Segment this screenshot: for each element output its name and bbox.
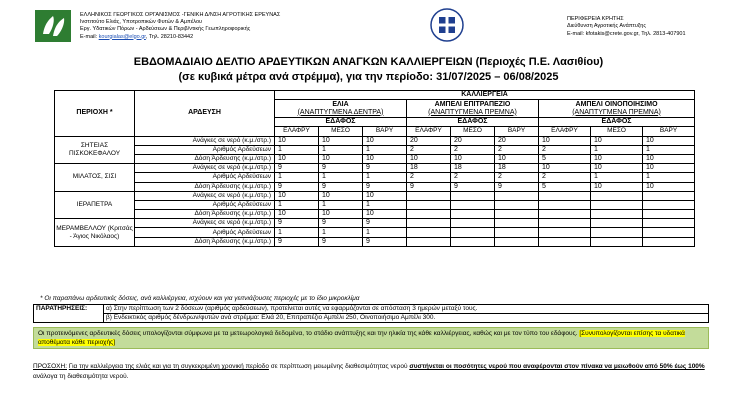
value-cell: 9 bbox=[319, 219, 363, 228]
soil-label: ΕΔΑΦΟΣ bbox=[539, 118, 695, 127]
value-cell: 9 bbox=[407, 182, 451, 191]
row-label: Ανάγκες σε νερό (κ.μ./στρ.) bbox=[135, 136, 275, 145]
caution-label: ΠΡΟΣΟΧΗ: bbox=[33, 363, 67, 370]
caution-tail: ανάλογα τη διαθεσιμότητα νερού. bbox=[33, 372, 129, 380]
value-cell: 2 bbox=[495, 145, 539, 154]
value-cell: 10 bbox=[407, 154, 451, 163]
crop-header bbox=[275, 100, 407, 118]
value-cell: 10 bbox=[275, 154, 319, 163]
value-cell bbox=[539, 191, 591, 200]
soil-type: ΒΑΡΥ bbox=[495, 127, 539, 136]
value-cell: 1 bbox=[643, 173, 695, 182]
table-row bbox=[55, 191, 695, 200]
value-cell: 10 bbox=[275, 210, 319, 219]
row-label: Αριθμός Αρδεύσεων bbox=[135, 200, 275, 209]
value-cell: 10 bbox=[363, 191, 407, 200]
caution-text: σε περίπτωση μειωμένης διαθεσιμότητας νερού bbox=[268, 363, 410, 370]
row-label: Δόση Άρδευσης (κ.μ./στρ.) bbox=[135, 154, 275, 163]
value-cell bbox=[539, 228, 591, 237]
info-box bbox=[33, 327, 709, 349]
value-cell: 9 bbox=[363, 219, 407, 228]
value-cell: 10 bbox=[451, 154, 495, 163]
value-cell: 9 bbox=[363, 237, 407, 246]
info-highlight: [Συνυπολογίζονται επίσης τα υδατικά αποθέματα κάθε περιοχής] bbox=[38, 330, 685, 346]
value-cell bbox=[451, 210, 495, 219]
crop-name: ΑΜΠΕΛΙ ΟΙΝΟΠΟΙΗΣΙΜΟ bbox=[575, 100, 658, 108]
value-cell: 10 bbox=[591, 154, 643, 163]
value-cell: 9 bbox=[319, 237, 363, 246]
row-label: Δόση Άρδευσης (κ.μ./στρ.) bbox=[135, 237, 275, 246]
soil-type: ΜΕΣΟ bbox=[451, 127, 495, 136]
value-cell: 10 bbox=[275, 191, 319, 200]
table-row bbox=[55, 145, 695, 154]
value-cell bbox=[591, 200, 643, 209]
value-cell: 9 bbox=[319, 182, 363, 191]
value-cell: 10 bbox=[275, 136, 319, 145]
table-row bbox=[55, 200, 695, 209]
value-cell bbox=[451, 219, 495, 228]
value-cell bbox=[451, 237, 495, 246]
value-cell: 2 bbox=[451, 145, 495, 154]
crop-subtitle: (ΑΝΑΠΤΥΓΜΕΝΑ ΔΕΝΤΡΑ) bbox=[297, 108, 384, 116]
value-cell: 10 bbox=[539, 164, 591, 173]
soil-type: ΜΕΣΟ bbox=[319, 127, 363, 136]
table-row bbox=[55, 173, 695, 182]
value-cell bbox=[643, 219, 695, 228]
table-row bbox=[55, 219, 695, 228]
left-org-line: ΕΛΛΗΝΙΚΟΣ ΓΕΩΡΓΙΚΟΣ ΟΡΓΑΝΙΣΜΟΣ -ΓΕΝΙΚΗ Δ/ΝΣΗ ΑΓΡΟΤΙΚΗΣ ΕΡΕΥΝΑΣ bbox=[80, 12, 281, 18]
value-cell bbox=[539, 210, 591, 219]
area-column-header: ΠΕΡΙΟΧΗ * bbox=[55, 91, 135, 137]
table-row bbox=[55, 136, 695, 145]
document-header bbox=[0, 6, 737, 50]
crop-name: ΑΜΠΕΛΙ ΕΠΙΤΡΑΠΕΖΙΟ bbox=[434, 100, 511, 108]
table-row bbox=[55, 164, 695, 173]
value-cell: 10 bbox=[495, 154, 539, 163]
value-cell: 18 bbox=[495, 164, 539, 173]
info-text: Οι προτεινόμενες αρδευτικές δόσεις υπολογίζονται σύμφωνα με τα μετεωρολογικά δεδομένα, το στάδιο ανάπτυξης και την ηλικία της κάθε καλλιέργειας, καθώς και με τον τύπο του εδάφους. bbox=[38, 330, 578, 337]
soil-type: ΕΛΑΦΡΥ bbox=[275, 127, 319, 136]
area-name: ΜΙΛΑΤΟΣ, ΣΙΣΙ bbox=[55, 164, 135, 192]
value-cell bbox=[643, 191, 695, 200]
value-cell bbox=[643, 237, 695, 246]
value-cell bbox=[407, 237, 451, 246]
value-cell: 20 bbox=[451, 136, 495, 145]
row-label: Δόση Άρδευσης (κ.μ./στρ.) bbox=[135, 210, 275, 219]
value-cell: 10 bbox=[319, 154, 363, 163]
value-cell: 9 bbox=[275, 237, 319, 246]
crop-subtitle: (ΑΝΑΠΤΥΓΜΕΝΑ ΠΡΕΜΝΑ) bbox=[572, 108, 661, 116]
value-cell bbox=[407, 191, 451, 200]
row-label: Αριθμός Αρδεύσεων bbox=[135, 173, 275, 182]
irrigation-table bbox=[54, 90, 695, 247]
table-row bbox=[55, 182, 695, 191]
value-cell bbox=[407, 200, 451, 209]
value-cell bbox=[495, 228, 539, 237]
soil-label: ΕΔΑΦΟΣ bbox=[407, 118, 539, 127]
value-cell bbox=[495, 219, 539, 228]
value-cell: 9 bbox=[319, 164, 363, 173]
value-cell: 1 bbox=[363, 200, 407, 209]
value-cell: 9 bbox=[451, 182, 495, 191]
value-cell: 10 bbox=[319, 210, 363, 219]
left-organization-block bbox=[80, 12, 280, 41]
value-cell: 1 bbox=[363, 173, 407, 182]
value-cell: 10 bbox=[591, 164, 643, 173]
left-org-line: Ινστιτούτο Ελιάς, Υποτροπικών Φυτών & Αμπέλου bbox=[80, 19, 203, 26]
value-cell: 1 bbox=[363, 145, 407, 154]
value-cell bbox=[495, 237, 539, 246]
area-name: ΣΗΤΕΙΑΣ ΠΙΣΚΟΚΕΦΑΛΟΥ bbox=[55, 136, 135, 164]
table-row bbox=[55, 154, 695, 163]
title-line: ΕΒΔΟΜΑΔΙΑΙΟ ΔΕΛΤΙΟ ΑΡΔΕΥΤΙΚΩΝ ΑΝΑΓΚΩΝ ΚΑΛΛΙΕΡΓΕΙΩΝ (Περιοχές Π.Ε. Λασιθίου) bbox=[133, 56, 604, 68]
value-cell: 9 bbox=[363, 182, 407, 191]
table-row bbox=[55, 210, 695, 219]
value-cell: 5 bbox=[539, 182, 591, 191]
table-row bbox=[55, 237, 695, 246]
value-cell: 10 bbox=[319, 136, 363, 145]
value-cell: 10 bbox=[643, 136, 695, 145]
value-cell: 1 bbox=[275, 228, 319, 237]
value-cell bbox=[591, 228, 643, 237]
value-cell bbox=[451, 228, 495, 237]
region-crete-emblem bbox=[430, 8, 464, 42]
left-phone: , Τηλ. 28210-83442 bbox=[145, 33, 194, 40]
crops-header: ΚΑΛΛΙΕΡΓΕΙΑ bbox=[275, 91, 695, 100]
footnote-star: * Οι παραπάνω αρδευτικές δόσεις, ανά καλλιέργεια, ισχύουν και για γειτνιάζουσες περιοχές με το ίδιο μικροκλίμα bbox=[40, 295, 360, 302]
elgo-logo bbox=[35, 10, 71, 42]
left-contact-line bbox=[80, 34, 280, 41]
remarks-label-spacer bbox=[34, 314, 104, 323]
value-cell: 20 bbox=[407, 136, 451, 145]
value-cell: 9 bbox=[275, 164, 319, 173]
value-cell: 9 bbox=[363, 164, 407, 173]
crop-header bbox=[407, 100, 539, 118]
table-header-row bbox=[55, 91, 695, 100]
value-cell: 9 bbox=[495, 182, 539, 191]
value-cell: 1 bbox=[319, 228, 363, 237]
value-cell: 10 bbox=[319, 191, 363, 200]
value-cell: 10 bbox=[643, 164, 695, 173]
value-cell: 1 bbox=[363, 228, 407, 237]
value-cell: 1 bbox=[319, 200, 363, 209]
value-cell: 10 bbox=[643, 182, 695, 191]
left-email-link[interactable]: kourgialas@elgo.gr bbox=[98, 33, 146, 40]
value-cell: 20 bbox=[495, 136, 539, 145]
left-org-line: Εργ. Υδατικών Πόρων - Αρδεύσεων & Περιβ/ντικής Γεωπληροφορικής bbox=[80, 26, 251, 33]
soil-type: ΕΛΑΦΡΥ bbox=[407, 127, 451, 136]
value-cell bbox=[591, 237, 643, 246]
area-name: ΜΕΡΑΜΒΕΛΛΟΥ (Κριτσάς - Άγιος Νικόλαος) bbox=[55, 219, 135, 247]
value-cell: 2 bbox=[407, 173, 451, 182]
document-title bbox=[0, 55, 737, 85]
caution-strong: συστήνεται οι ποσότητες νερού που αναφέρονται στον πίνακα να μειωθούν από 50% έως 100% bbox=[409, 363, 705, 370]
crop-subtitle: (ΑΝΑΠΤΥΓΜΕΝΑ ΠΡΕΜΝΑ) bbox=[428, 108, 517, 116]
value-cell bbox=[591, 219, 643, 228]
value-cell bbox=[407, 210, 451, 219]
value-cell bbox=[495, 200, 539, 209]
value-cell bbox=[407, 219, 451, 228]
caution-note bbox=[33, 362, 723, 381]
area-name: ΙΕΡΑΠΕΤΡΑ bbox=[55, 191, 135, 219]
value-cell bbox=[539, 200, 591, 209]
value-cell: 18 bbox=[407, 164, 451, 173]
right-organization-block bbox=[567, 16, 686, 38]
value-cell bbox=[451, 200, 495, 209]
value-cell: 1 bbox=[319, 173, 363, 182]
value-cell: 10 bbox=[591, 182, 643, 191]
row-label: Αριθμός Αρδεύσεων bbox=[135, 145, 275, 154]
value-cell: 2 bbox=[539, 173, 591, 182]
value-cell: 1 bbox=[591, 145, 643, 154]
row-label: Ανάγκες σε νερό (κ.μ./στρ.) bbox=[135, 164, 275, 173]
value-cell: 9 bbox=[275, 219, 319, 228]
row-label: Αριθμός Αρδεύσεων bbox=[135, 228, 275, 237]
value-cell: 9 bbox=[275, 182, 319, 191]
value-cell: 10 bbox=[591, 136, 643, 145]
caution-emph: Για την καλλιέργεια της ελιάς και για τη συγκεκριμένη χρονική περίοδο bbox=[68, 363, 269, 370]
value-cell: 10 bbox=[363, 136, 407, 145]
value-cell: 1 bbox=[319, 145, 363, 154]
remarks-table bbox=[33, 304, 709, 323]
value-cell bbox=[495, 210, 539, 219]
crop-name: ΕΛΙΑ bbox=[332, 100, 349, 108]
value-cell bbox=[451, 191, 495, 200]
right-org-line: E-mail: kfotakis@crete.gov.gr, Τηλ. 2813-407901 bbox=[567, 30, 686, 37]
value-cell: 10 bbox=[643, 154, 695, 163]
value-cell bbox=[643, 200, 695, 209]
value-cell: 2 bbox=[495, 173, 539, 182]
value-cell bbox=[539, 237, 591, 246]
value-cell: 5 bbox=[539, 154, 591, 163]
value-cell: 1 bbox=[591, 173, 643, 182]
soil-type: ΕΛΑΦΡΥ bbox=[539, 127, 591, 136]
remark-b: β) Ενδεικτικός αριθμός δένδρων/φυτών ανά στρέμμα: Ελιά 20, Επιτραπέζιο Αμπέλι 250, Οινοποιήσιμο Αμπέλι 300. bbox=[104, 314, 709, 323]
remarks-label: ΠΑΡΑΤΗΡΗΣΕΙΣ: bbox=[34, 305, 104, 314]
value-cell: 1 bbox=[643, 145, 695, 154]
value-cell: 18 bbox=[451, 164, 495, 173]
value-cell: 1 bbox=[275, 173, 319, 182]
crop-header bbox=[539, 100, 695, 118]
remark-a: α) Στην περίπτωση των 2 δόσεων (αριθμός αρδεύσεων), προτείνεται αυτές να εφαρμόζονται σε απόσταση 3 ημερών μεταξύ τους. bbox=[104, 305, 709, 314]
value-cell: 1 bbox=[275, 200, 319, 209]
right-org-line: Διεύθυνση Αγροτικής Ανάπτυξης bbox=[567, 23, 647, 30]
value-cell: 1 bbox=[275, 145, 319, 154]
value-cell: 2 bbox=[539, 145, 591, 154]
soil-label: ΕΔΑΦΟΣ bbox=[275, 118, 407, 127]
email-label: E-mail: bbox=[80, 33, 98, 40]
row-label: Δόση Άρδευσης (κ.μ./στρ.) bbox=[135, 182, 275, 191]
row-label: Ανάγκες σε νερό (κ.μ./στρ.) bbox=[135, 219, 275, 228]
soil-type: ΒΑΡΥ bbox=[643, 127, 695, 136]
value-cell bbox=[407, 228, 451, 237]
row-label: Ανάγκες σε νερό (κ.μ./στρ.) bbox=[135, 191, 275, 200]
value-cell: 10 bbox=[539, 136, 591, 145]
value-cell bbox=[643, 228, 695, 237]
soil-type: ΜΕΣΟ bbox=[591, 127, 643, 136]
value-cell: 2 bbox=[451, 173, 495, 182]
irrigation-column-header: ΑΡΔΕΥΣΗ bbox=[135, 91, 275, 137]
value-cell bbox=[539, 219, 591, 228]
value-cell bbox=[591, 210, 643, 219]
title-line: (σε κυβικά μέτρα ανά στρέμμα), για την περίοδο: 31/07/2025 – 06/08/2025 bbox=[178, 71, 559, 83]
value-cell: 10 bbox=[363, 154, 407, 163]
soil-type: ΒΑΡΥ bbox=[363, 127, 407, 136]
value-cell bbox=[643, 210, 695, 219]
value-cell: 10 bbox=[363, 210, 407, 219]
value-cell: 2 bbox=[407, 145, 451, 154]
value-cell bbox=[591, 191, 643, 200]
table-row bbox=[55, 228, 695, 237]
right-org-line: ΠΕΡΙΦΕΡΕΙΑ ΚΡΗΤΗΣ bbox=[567, 16, 624, 22]
value-cell bbox=[495, 191, 539, 200]
